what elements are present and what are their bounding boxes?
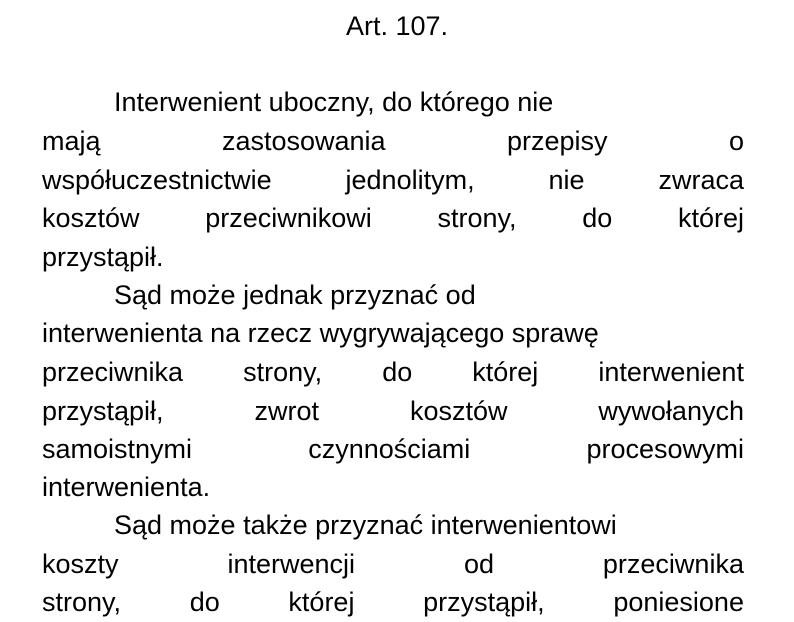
text-line: przystąpił. bbox=[42, 242, 164, 272]
word: do bbox=[582, 203, 613, 233]
word: kosztów bbox=[409, 396, 508, 426]
word: przystąpił, bbox=[42, 396, 164, 426]
word: czynnościami bbox=[308, 434, 471, 464]
word: strony, bbox=[437, 203, 517, 233]
text-line bbox=[42, 429, 744, 469]
word: do bbox=[382, 357, 413, 387]
word: której bbox=[677, 203, 744, 233]
text-line bbox=[42, 544, 744, 584]
word: której bbox=[288, 587, 355, 617]
word: przeciwnika bbox=[602, 549, 744, 579]
word: wywołanych bbox=[598, 396, 744, 426]
word: o bbox=[728, 126, 744, 156]
text-line bbox=[42, 582, 744, 622]
word: której bbox=[472, 357, 539, 387]
text-line: Sąd może także przyznać interwenientowi bbox=[114, 510, 617, 540]
text-line bbox=[42, 352, 744, 392]
word: mają bbox=[42, 126, 101, 156]
word: zwraca bbox=[658, 165, 744, 195]
word: przystąpił, bbox=[423, 587, 545, 617]
word: nie bbox=[548, 165, 585, 195]
word: do bbox=[189, 587, 220, 617]
text-line bbox=[42, 391, 744, 431]
word: strony, bbox=[243, 357, 323, 387]
text-line bbox=[42, 121, 744, 161]
text-line: interwenienta. bbox=[42, 472, 211, 502]
word: poniesione bbox=[613, 587, 744, 617]
word: przepisy bbox=[506, 126, 608, 156]
word: samoistnymi bbox=[42, 434, 193, 464]
word: zastosowania bbox=[221, 126, 386, 156]
text-line: Interwenient uboczny, do którego nie bbox=[114, 87, 554, 117]
text-line bbox=[42, 198, 744, 238]
word: procesowymi bbox=[586, 434, 744, 464]
text-line: Sąd może jednak przyznać od bbox=[114, 280, 476, 310]
word: od bbox=[463, 549, 494, 579]
word: koszty bbox=[42, 549, 119, 579]
word: przeciwnikowi bbox=[205, 203, 372, 233]
word: współuczestnictwie bbox=[42, 165, 272, 195]
word: jednolitym, bbox=[345, 165, 475, 195]
text-line: interwenienta na rzecz wygrywającego sprawę bbox=[42, 318, 599, 348]
word: interwencji bbox=[227, 549, 356, 579]
word: interwenient bbox=[598, 357, 744, 387]
text-line bbox=[42, 160, 744, 200]
word: przeciwnika bbox=[42, 357, 184, 387]
word: strony, bbox=[42, 587, 122, 617]
article-title: Art. 107. bbox=[345, 11, 449, 41]
word: kosztów bbox=[42, 203, 140, 233]
word: zwrot bbox=[254, 396, 319, 426]
